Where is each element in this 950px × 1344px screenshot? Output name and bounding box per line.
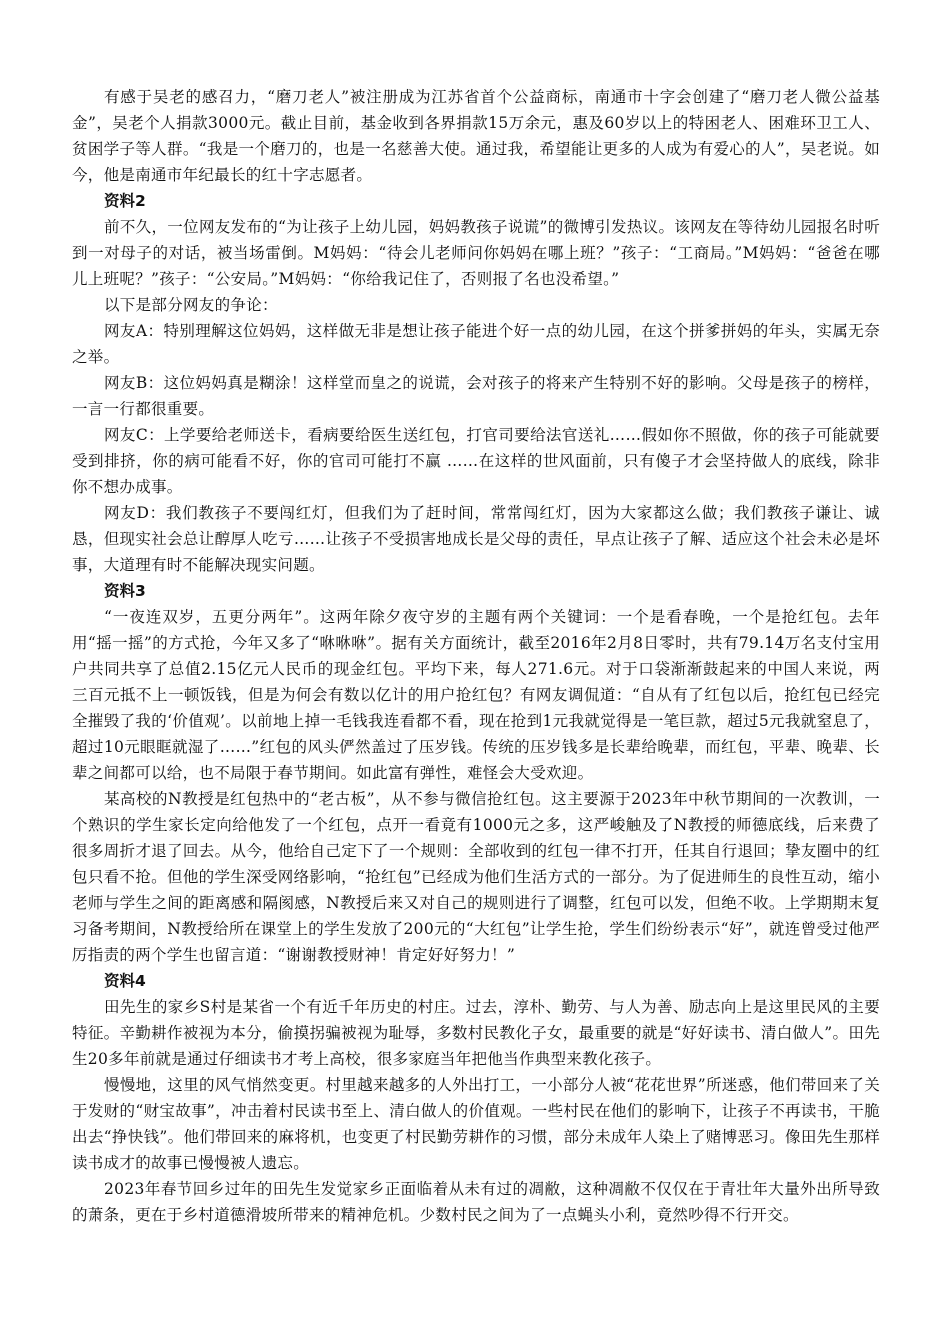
paragraph-netizen-debate-intro: 以下是部分网友的争论： <box>104 296 278 314</box>
heading-material-4: 资料4 <box>104 972 146 990</box>
paragraph-kindergarten-lie: 前不久，一位网友发布的“为让孩子上幼儿园，妈妈教孩子说谎”的微博引发热议。该网友在等待幼儿园报名时听到一对母子的对话，被当场雷倒。M妈妈：“待会儿老师问你妈妈在哪上班？”孩子：“工商局。”M妈妈：“爸爸在哪儿上班呢？”孩子：“公安局。”M妈妈：“你给我记住了，否则报了名也没希望。” <box>72 218 880 288</box>
paragraph-red-envelope-spring: “一夜连双岁，五更分两年”。这两年除夕夜守岁的主题有两个关键词：一个是看春晚，一个是抢红包。去年用“摇一摇”的方式抢，今年又多了“咻咻咻”。据有关方面统计，截至2016年2月8日零时，共有79.14万名支付宝用户共同共享了总值2.15亿元人民币的现金红包。平均下来，每人271.6元。对于口袋渐渐鼓起来的中国人来说，两三百元抵不上一顿饭钱，但是为何会有数以亿计的用户抢红包？有网友调侃道：“自从有了红包以后，抢红包已经完全摧毁了我的‘价值观’。以前地上掉一毛钱我连看都不看，现在抢到1元我就觉得是一笔巨款，超过5元我就窒息了，超过10元眼眶就湿了……”红包的风头俨然盖过了压岁钱。传统的压岁钱多是长辈给晚辈，而红包，平辈、晚辈、长辈之间都可以给，也不局限于春节期间。如此富有弹性，难怪会大受欢迎。 <box>72 608 880 782</box>
heading-material-2: 资料2 <box>104 192 146 210</box>
paragraph-netizen-d: 网友D：我们教孩子不要闯红灯，但我们为了赶时间，常常闯红灯，因为大家都这么做；我们教孩子谦让、诚恳，但现实社会总让醇厚人吃亏……让孩子不受损害地成长是父母的责任，早点让孩子了解、适应这个社会未必是坏事，大道理有时不能解决现实问题。 <box>72 504 880 574</box>
paragraph-village-s-change: 慢慢地，这里的风气悄然变更。村里越来越多的人外出打工，一小部分人被“花花世界”所迷惑，他们带回来了关于发财的“财宝故事”，冲击着村民读书至上、清白做人的价值观。一些村民在他们的影响下，让孩子不再读书，干脆出去“挣快钱”。他们带回来的麻将机，也变更了村民勤劳耕作的习惯，部分未成年人染上了赌博恶习。像田先生那样读书成才的故事已慢慢被人遗忘。 <box>72 1076 880 1172</box>
document-body <box>72 84 880 1228</box>
paragraph-netizen-c: 网友C：上学要给老师送卡，看病要给医生送红包，打官司要给法官送礼……假如你不照做，你的孩子可能就要受到排挤，你的病可能看不好，你的官司可能打不赢 ……在这样的世风面前，只有傻子才会坚持做人的底线，除非你不想办成事。 <box>72 426 880 496</box>
paragraph-village-s-decline: 2023年春节回乡过年的田先生发觉家乡正面临着从未有过的凋敝，这种凋敝不仅仅在于青壮年大量外出所导致的萧条，更在于乡村道德滑坡所带来的精神危机。少数村民之间为了一点蝇头小利，竟然吵得不行开交。 <box>72 1180 880 1224</box>
heading-material-3: 资料3 <box>104 582 146 600</box>
paragraph-professor-n: 某高校的N教授是红包热中的“老古板”，从不参与微信抢红包。这主要源于2023年中秋节期间的一次教训，一个熟识的学生家长定向给他发了一个红包，点开一看竟有1000元之多，这严峻触及了N教授的师德底线，后来费了很多周折才退了回去。从今，他给自己定下了一个规则：全部收到的红包一律不打开，任其自行退回；挚友圈中的红包只看不抢。但他的学生深受网络影响，“抢红包”已经成为他们生活方式的一部分。为了促进师生的良性互动，缩小老师与学生之间的距离感和隔阂感，N教授后来又对自己的规则进行了调整，红包可以发，但绝不收。上学期期末复习备考期间，N教授给所在课堂上的学生发放了200元的“大红包”让学生抢，学生们纷纷表示“好”，就连曾受过他严厉指责的两个学生也留言道：“谢谢教授财神！肯定好好努力！” <box>72 790 880 964</box>
paragraph-netizen-b: 网友B：这位妈妈真是糊涂！这样堂而皇之的说谎，会对孩子的将来产生特别不好的影响。父母是孩子的榜样，一言一行都很重要。 <box>72 374 880 418</box>
paragraph-netizen-a: 网友A：特别理解这位妈妈，这样做无非是想让孩子能进个好一点的幼儿园，在这个拼爹拼妈的年头，实属无奈之举。 <box>72 322 880 366</box>
paragraph-village-s-past: 田先生的家乡S村是某省一个有近千年历史的村庄。过去，淳朴、勤劳、与人为善、励志向上是这里民风的主要特征。辛勤耕作被视为本分，偷摸拐骗被视为耻辱，多数村民教化子女，最重要的就是“好好读书、清白做人”。田先生20多年前就是通过仔细读书才考上高校，很多家庭当年把他当作典型来教化孩子。 <box>72 998 880 1068</box>
paragraph-wu-lao-charity: 有感于吴老的感召力，“磨刀老人”被注册成为江苏省首个公益商标，南通市十字会创建了“磨刀老人微公益基金”，吴老个人捐款3000元。截止目前，基金收到各界捐款15万余元，惠及60岁以上的特困老人、困难环卫工人、贫困学子等人群。“我是一个磨刀的，也是一名慈善大使。通过我，希望能让更多的人成为有爱心的人”，吴老说。如今，他是南通市年纪最长的红十字志愿者。 <box>72 88 880 184</box>
